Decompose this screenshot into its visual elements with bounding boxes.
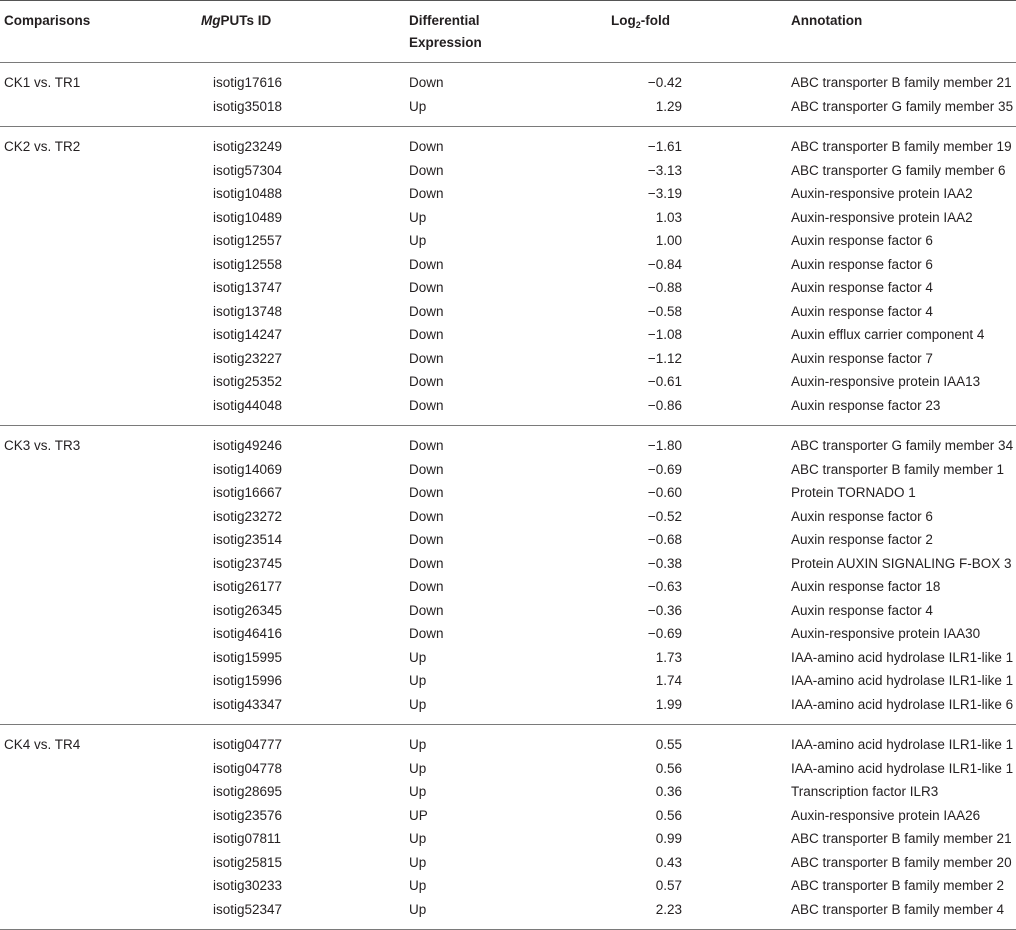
isotig-id-cell: isotig25815 [213, 854, 283, 870]
annotation-cell: Auxin response factor 4 [791, 602, 933, 618]
group-separator-rule [0, 126, 1016, 127]
table-row [0, 898, 1016, 922]
log2-fold-cell: −0.61 [647, 374, 682, 389]
group-separator-rule [0, 425, 1016, 426]
differential-expression-cell: Down [409, 303, 444, 319]
table-row [0, 827, 1016, 851]
log2-fold-cell: −0.63 [647, 579, 682, 594]
isotig-id-cell: isotig49246 [213, 438, 283, 453]
header-differential-expression [409, 10, 482, 54]
differential-expression-cell: Down [409, 75, 444, 90]
differential-expression-cell: Up [409, 209, 427, 225]
annotation-cell: Auxin response factor 23 [791, 397, 941, 413]
annotation-cell: ABC transporter G family member 6 [791, 162, 1006, 178]
annotation-cell: Auxin response factor 6 [791, 233, 933, 248]
log2-fold-cell: 1.00 [655, 233, 682, 248]
differential-expression-cell: Down [409, 350, 444, 366]
annotation-cell: ABC transporter B family member 21 [791, 75, 1012, 90]
log2-fold-cell: −0.60 [647, 485, 682, 500]
table-row [0, 481, 1016, 505]
log2-fold-cell: −0.69 [647, 461, 682, 477]
annotation-cell: Auxin-responsive protein IAA2 [791, 209, 973, 225]
table-row [0, 159, 1016, 183]
log2-fold-cell: 0.99 [655, 831, 682, 846]
table-row [0, 229, 1016, 253]
annotation-cell: IAA-amino acid hydrolase ILR1-like 1 [791, 760, 1014, 776]
isotig-id-cell: isotig23514 [213, 532, 283, 547]
comparison-label: CK2 vs. TR2 [4, 139, 81, 154]
log2-fold-cell: 1.29 [655, 98, 682, 114]
differential-expression-cell: Down [409, 397, 444, 413]
isotig-id-cell: isotig43347 [213, 696, 283, 712]
annotation-cell: ABC transporter B family member 20 [791, 854, 1012, 870]
table-row [0, 505, 1016, 529]
annotation-cell: IAA-amino acid hydrolase ILR1-like 6 [791, 696, 1014, 712]
log2-fold-cell: −0.88 [647, 280, 682, 295]
differential-expression-cell: Up [409, 98, 427, 114]
annotation-cell: IAA-amino acid hydrolase ILR1-like 1 [791, 673, 1014, 688]
log2-fold-cell: −0.36 [647, 602, 682, 618]
annotation-cell: ABC transporter B family member 4 [791, 901, 1005, 917]
annotation-cell: Auxin-responsive protein IAA26 [791, 807, 981, 823]
annotation-cell: Transcription factor ILR3 [791, 784, 939, 799]
differential-expression-cell: Up [409, 649, 427, 665]
header-comparisons: Comparisons [4, 13, 91, 28]
isotig-id-cell: isotig10488 [213, 186, 283, 201]
annotation-cell: IAA-amino acid hydrolase ILR1-like 1 [791, 649, 1014, 665]
table-row [0, 394, 1016, 418]
table-row [0, 874, 1016, 898]
differential-expression-cell: Down [409, 579, 444, 594]
table-row [0, 528, 1016, 552]
annotation-cell: ABC transporter B family member 19 [791, 139, 1012, 154]
log2-fold-cell: 2.23 [655, 901, 682, 917]
isotig-id-cell: isotig23227 [213, 350, 283, 366]
table-row [0, 276, 1016, 300]
annotation-cell: ABC transporter B family member 21 [791, 831, 1012, 846]
differential-expression-cell: Down [409, 555, 444, 571]
log2-fold-cell: −3.13 [647, 162, 682, 178]
table-top-rule [0, 0, 1016, 1]
isotig-id-cell: isotig52347 [213, 901, 283, 917]
comparison-label: CK4 vs. TR4 [4, 737, 81, 752]
differential-expression-cell: Up [409, 854, 427, 870]
log2-fold-cell: −1.80 [647, 438, 682, 453]
table-row [0, 182, 1016, 206]
differential-expression-cell: Down [409, 162, 444, 178]
log2-fold-cell: 0.43 [655, 854, 682, 870]
table-row [0, 370, 1016, 394]
isotig-id-cell: isotig16667 [213, 485, 283, 500]
table-row [0, 71, 1016, 95]
annotation-cell: ABC transporter G family member 35 [791, 98, 1014, 114]
log2-fold-cell: −0.69 [647, 626, 682, 641]
table-row [0, 646, 1016, 670]
log2-fold-cell: −0.84 [647, 256, 682, 272]
differential-expression-cell: Down [409, 438, 444, 453]
annotation-cell: Auxin response factor 7 [791, 350, 933, 366]
log2-fold-cell: 0.36 [655, 784, 682, 799]
log2-fold-cell: 1.03 [655, 209, 682, 225]
isotig-id-cell: isotig10489 [213, 209, 283, 225]
annotation-cell: ABC transporter G family member 34 [791, 438, 1014, 453]
log2-fold-cell: −1.08 [647, 327, 682, 342]
isotig-id-cell: isotig23745 [213, 555, 283, 571]
table-row [0, 575, 1016, 599]
differential-expression-cell: Up [409, 737, 427, 752]
log2-fold-cell: 1.74 [655, 673, 682, 688]
annotation-cell: Auxin response factor 6 [791, 256, 933, 272]
annotation-cell: IAA-amino acid hydrolase ILR1-like 1 [791, 737, 1014, 752]
log2-fold-cell: 0.56 [655, 760, 682, 776]
table-row [0, 434, 1016, 458]
annotation-cell: Auxin response factor 18 [791, 579, 941, 594]
differential-expression-cell: Down [409, 374, 444, 389]
isotig-id-cell: isotig23249 [213, 139, 283, 154]
header-id-suffix: PUTs ID [220, 13, 272, 28]
header-diff-line2: Expression [409, 35, 482, 50]
table-row [0, 804, 1016, 828]
isotig-id-cell: isotig28695 [213, 784, 283, 799]
annotation-cell: ABC transporter B family member 1 [791, 461, 1005, 477]
isotig-id-cell: isotig46416 [213, 626, 283, 641]
isotig-id-cell: isotig14069 [213, 461, 283, 477]
annotation-cell: Auxin response factor 2 [791, 532, 933, 547]
differential-expression-cell: Down [409, 532, 444, 547]
table-row [0, 733, 1016, 757]
isotig-id-cell: isotig30233 [213, 878, 283, 893]
table-row [0, 206, 1016, 230]
differential-expression-cell: Up [409, 696, 427, 712]
comparison-label: CK1 vs. TR1 [4, 75, 81, 90]
annotation-cell: Auxin response factor 4 [791, 303, 933, 319]
table-row [0, 780, 1016, 804]
differential-expression-cell: Up [409, 233, 427, 248]
isotig-id-cell: isotig07811 [213, 831, 282, 846]
differential-expression-cell: Down [409, 508, 444, 524]
log2-fold-cell: 1.73 [655, 649, 682, 665]
isotig-id-cell: isotig44048 [213, 397, 283, 413]
annotation-cell: Auxin response factor 6 [791, 508, 933, 524]
table-row [0, 757, 1016, 781]
log2-fold-cell: 1.99 [655, 696, 682, 712]
differential-expression-cell: Down [409, 256, 444, 272]
table-row [0, 669, 1016, 693]
isotig-id-cell: isotig04777 [213, 737, 283, 752]
isotig-id-cell: isotig17616 [213, 75, 283, 90]
header-rule [0, 62, 1016, 63]
differential-expression-cell: Up [409, 878, 427, 893]
log2-fold-cell: −1.12 [647, 350, 682, 366]
comparison-label: CK3 vs. TR3 [4, 438, 81, 453]
log2-fold-cell: 0.56 [655, 807, 682, 823]
isotig-id-cell: isotig15995 [213, 649, 283, 665]
isotig-id-cell: isotig25352 [213, 374, 283, 389]
log2-fold-cell: 0.55 [655, 737, 682, 752]
log2-fold-cell: −1.61 [647, 139, 682, 154]
header-diff-line1: Differential [409, 13, 480, 28]
annotation-cell: Auxin efflux carrier component 4 [791, 327, 985, 342]
isotig-id-cell: isotig14247 [213, 327, 283, 342]
table-row [0, 95, 1016, 119]
differential-expression-cell: Down [409, 327, 444, 342]
header-log2-fold [611, 10, 670, 32]
isotig-id-cell: isotig26177 [213, 579, 283, 594]
table-row [0, 552, 1016, 576]
log2-fold-cell: −0.52 [647, 508, 682, 524]
differential-expression-cell: Up [409, 760, 427, 776]
group-separator-rule [0, 724, 1016, 725]
log2-fold-cell: −0.42 [647, 75, 682, 90]
table-row [0, 323, 1016, 347]
header-log-prefix: Log [611, 13, 636, 28]
log2-fold-cell: 0.57 [655, 878, 682, 893]
table-row [0, 599, 1016, 623]
header-id [201, 10, 271, 32]
differential-expression-cell: Down [409, 485, 444, 500]
isotig-id-cell: isotig04778 [213, 760, 283, 776]
log2-fold-cell: −0.38 [647, 555, 682, 571]
isotig-id-cell: isotig26345 [213, 602, 283, 618]
differential-expression-cell: Down [409, 461, 444, 477]
table-row [0, 253, 1016, 277]
table-row [0, 622, 1016, 646]
log2-fold-cell: −0.58 [647, 303, 682, 319]
log2-fold-cell: −0.86 [647, 397, 682, 413]
annotation-cell: ABC transporter B family member 2 [791, 878, 1005, 893]
table-row [0, 693, 1016, 717]
annotation-cell: Auxin-responsive protein IAA30 [791, 626, 981, 641]
differential-expression-cell: Down [409, 626, 444, 641]
table-row [0, 347, 1016, 371]
isotig-id-cell: isotig23576 [213, 807, 283, 823]
isotig-id-cell: isotig13748 [213, 303, 283, 319]
annotation-cell: Protein TORNADO 1 [791, 485, 916, 500]
isotig-id-cell: isotig15996 [213, 673, 283, 688]
table-row [0, 851, 1016, 875]
isotig-id-cell: isotig23272 [213, 508, 283, 524]
table-row [0, 135, 1016, 159]
header-id-prefix: Mg [201, 13, 221, 28]
isotig-id-cell: isotig35018 [213, 98, 283, 114]
table-row [0, 300, 1016, 324]
annotation-cell: Auxin-responsive protein IAA13 [791, 374, 981, 389]
differential-expression-cell: Up [409, 901, 427, 917]
differential-expression-cell: Down [409, 602, 444, 618]
differential-expression-cell: Down [409, 139, 444, 154]
header-annotation: Annotation [791, 13, 863, 28]
differential-expression-cell: Down [409, 186, 444, 201]
table-row [0, 458, 1016, 482]
isotig-id-cell: isotig57304 [213, 162, 283, 178]
log2-fold-cell: −0.68 [647, 532, 682, 547]
isotig-id-cell: isotig13747 [213, 280, 283, 295]
table-header [0, 8, 1016, 58]
isotig-id-cell: isotig12558 [213, 256, 283, 272]
annotation-cell: Auxin-responsive protein IAA2 [791, 186, 973, 201]
annotation-cell: Auxin response factor 4 [791, 280, 933, 295]
differential-expression-cell: Up [409, 784, 427, 799]
differential-expression-cell: Down [409, 280, 444, 295]
differential-expression-cell: Up [409, 831, 427, 846]
log2-fold-cell: −3.19 [647, 186, 682, 201]
header-log-sub: 2 [635, 20, 641, 30]
differential-expression-cell: Up [409, 673, 427, 688]
header-log-suffix: -fold [640, 13, 671, 28]
isotig-id-cell: isotig12557 [213, 233, 283, 248]
annotation-cell: Protein AUXIN SIGNALING F-BOX 3 [791, 555, 1012, 571]
differential-expression-cell: UP [409, 807, 428, 823]
